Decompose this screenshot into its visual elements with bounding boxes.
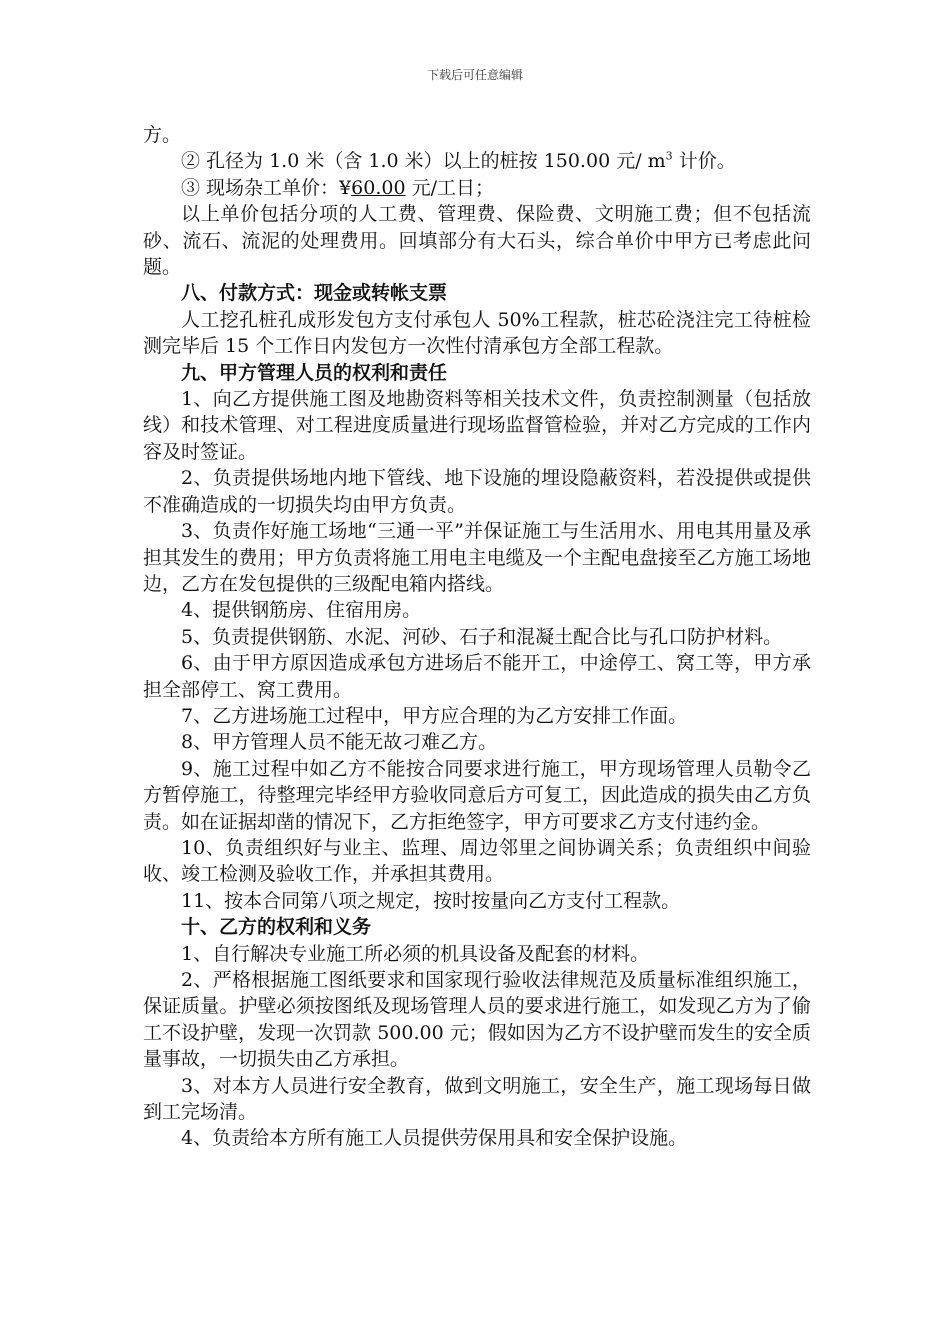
party-a-clause-9: 9、施工过程中如乙方不能按合同要求进行施工，甲方现场管理人员勒令乙方暂停施工，待整理完毕经甲方验收同意后方可复工，因此造成的损失由乙方负责。如在证据却凿的情况下，乙方拒绝签字，甲方可要求乙方支付违约金。: [143, 757, 811, 833]
paragraph-continuation: 方。: [143, 124, 182, 146]
section-heading-8: 八、付款方式：现金或转帐支票: [181, 282, 448, 305]
party-a-clause-5: 5、负责提供钢筋、水泥、河砂、石子和混凝土配合比与孔口防护材料。: [181, 625, 783, 648]
party-a-clause-1: 1、向乙方提供施工图及地勘资料等相关技术文件，负责控制测量（包括放线）和技术管理、对工程进度质量进行现场监督管检验，并对乙方完成的工作内容及时签证。: [143, 388, 811, 463]
party-a-clause-11: 11、按本合同第八项之规定，按时按量向乙方支付工程款。: [181, 889, 681, 912]
party-b-clause-1: 1、自行解决专业施工所必须的机具设备及配套的材料。: [181, 942, 650, 965]
party-a-clause-10: 10、负责组织好与业主、监理、周边邻里之间协调关系；负责组织中间验收、竣工检测及验收工作，并承担其费用。: [143, 836, 811, 886]
party-a-clause-3: 3、负责作好施工场地“三通一平”并保证施工与生活用水、用电其用量及承担其发生的费用；甲方负责将施工用电主电缆及一个主配电盘接至乙方施工场地边，乙方在发包提供的三级配电箱内搭线。: [143, 520, 811, 595]
party-a-clause-7: 7、乙方进场施工过程中，甲方应合理的为乙方安排工作面。: [181, 704, 688, 727]
price-note-paragraph: 以上单价包括分项的人工费、管理费、保险费、文明施工费；但不包括流砂、流石、流泥的处理费用。回填部分有大石头，综合单价中甲方已考虑此问题。: [143, 203, 811, 279]
party-a-clause-2: 2、负责提供场地内地下管线、地下设施的埋设隐蔽资料，若没提供或提供不准确造成的一切损失均由甲方负责。: [143, 467, 811, 516]
page-header: 下载后可任意编辑: [426, 68, 523, 82]
price-item-2: ② 孔径为 1.0 米（含 1.0 米）以上的桩按 150.00 元/ $m^3$ 计价。: [181, 150, 736, 173]
section-heading-10: 十、乙方的权利和义务: [181, 916, 372, 939]
party-a-clause-8: 8、甲方管理人员不能无故刁难乙方。: [181, 731, 498, 754]
party-b-clause-3: 3、对本方人员进行安全教育，做到文明施工，安全生产，施工现场每日做到工完场清。: [143, 1074, 811, 1124]
party-a-clause-6: 6、由于甲方原因造成承包方进场后不能开工，中途停工、窝工等，甲方承担全部停工、窝工费用。: [143, 652, 811, 701]
price-item-3: ③ 现场杂工单价：¥60.00 元/工日；: [181, 176, 494, 199]
underlined-amount: 60.00: [351, 176, 406, 199]
document-body: [143, 122, 811, 1152]
party-b-clause-2: 2、严格根据施工图纸要求和国家现行验收法律规范及质量标准组织施工，保证质量。护壁必须按图纸及现场管理人员的要求进行施工，如发现乙方为了偷工不设护壁，发现一次罚款 500.00 元；假如因为乙方不设护壁而发生的安全质量事故，一切损失由乙方承担。: [143, 969, 811, 1071]
section-heading-9: 九、甲方管理人员的权利和责任: [181, 361, 448, 384]
superscript-3: 3: [665, 150, 673, 164]
party-a-clause-4: 4、提供钢筋房、住宿用房。: [181, 599, 422, 622]
party-b-clause-4: 4、负责给本方所有施工人员提供劳保用具和安全保护设施。: [181, 1127, 688, 1150]
payment-paragraph: 人工挖孔桩孔成形发包方支付承包人 50%工程款，桩芯砼浇注完工待桩检测完毕后 15 个工作日内发包方一次性付清承包方全部工程款。: [143, 308, 811, 358]
